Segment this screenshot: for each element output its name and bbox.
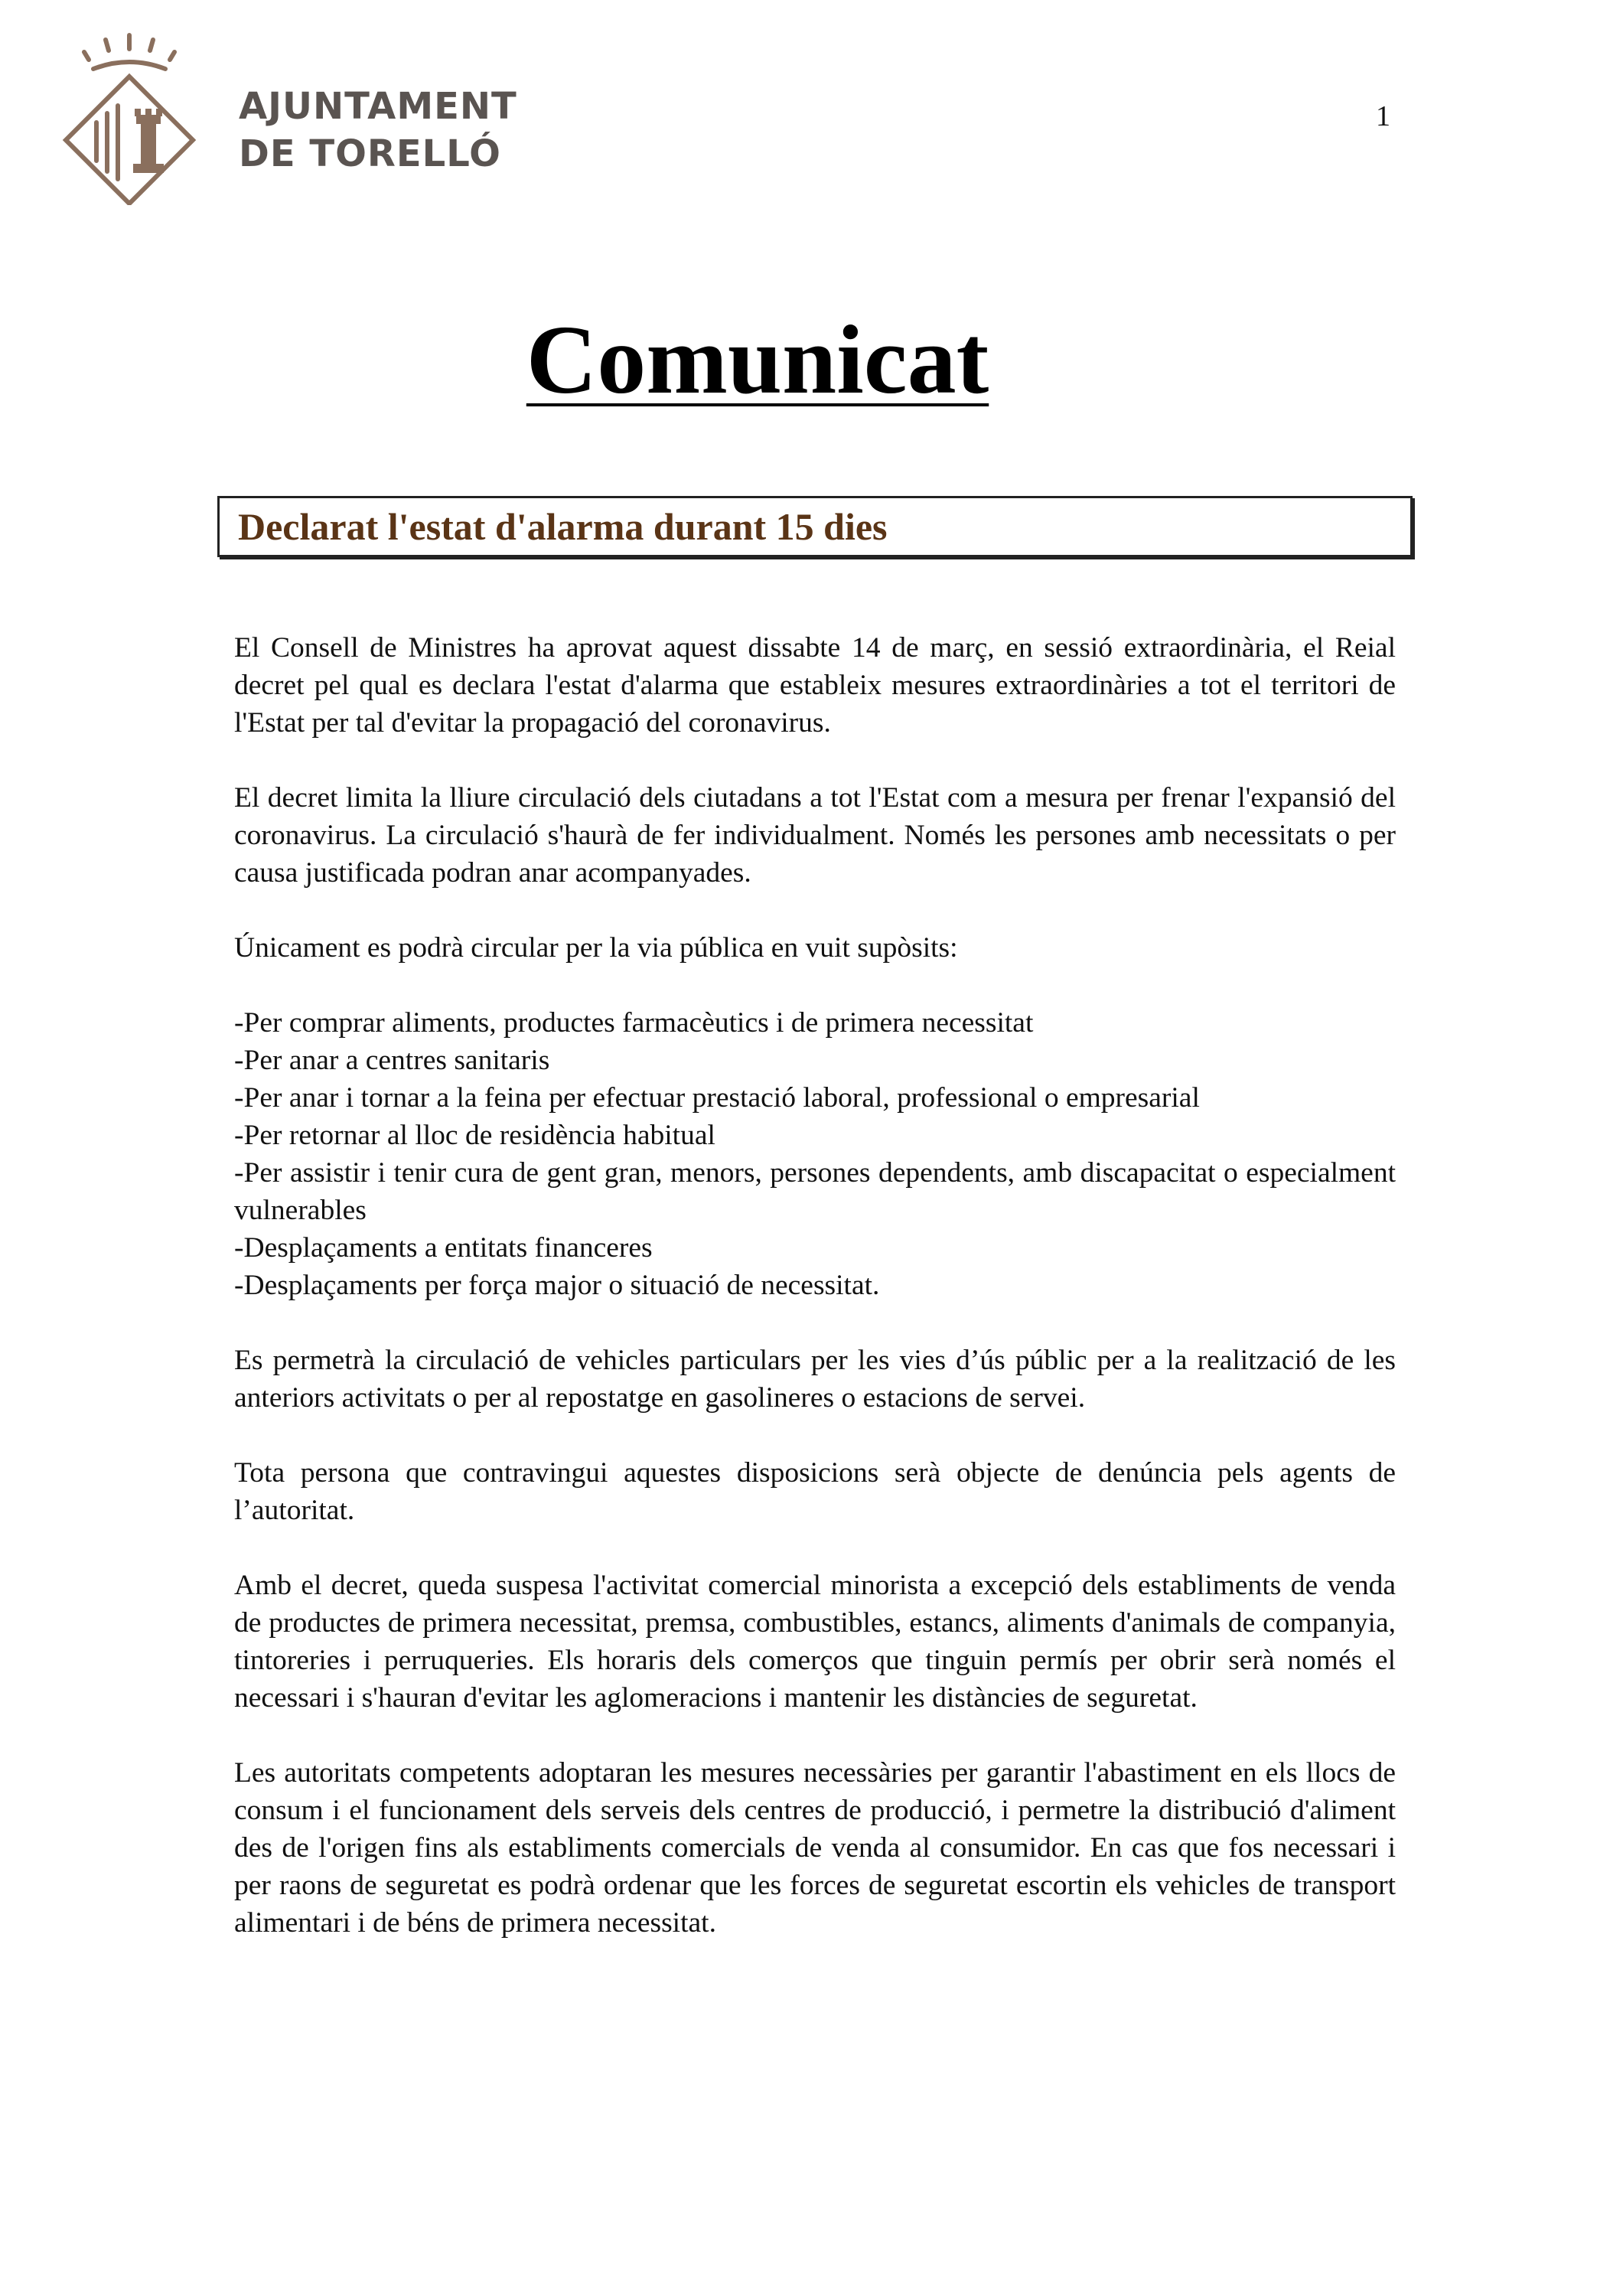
allowed-cases-list: [234, 1004, 1396, 1304]
subtitle-box: [217, 496, 1413, 557]
paragraph: Tota persona que contravingui aquestes disposicions serà objecte de denúncia pels agents de l’autoritat.: [234, 1457, 1396, 1526]
list-item: -Per retornar al lloc de residència habitual: [234, 1120, 715, 1151]
coat-of-arms-icon: [49, 29, 210, 205]
subtitle: Declarat l'estat d'alarma durant 15 dies: [238, 505, 888, 548]
paragraph: Es permetrà la circulació de vehicles particulars per les vies d’ús públic per a la realització de les anteriors activitats o per al repostatge en gasolineres o estacions de servei.: [234, 1345, 1396, 1414]
list-item: -Desplaçaments per força major o situació de necessitat.: [234, 1270, 880, 1301]
brand-line-2: DE TORELLÓ: [239, 132, 501, 175]
page-number: 1: [1376, 100, 1390, 132]
page-title-text: Comunicat: [526, 305, 989, 414]
list-item: -Per anar a centres sanitaris: [234, 1045, 550, 1076]
brand-line-1: AJUNTAMENT: [239, 85, 517, 128]
paragraph: El decret limita la lliure circulació dels ciutadans a tot l'Estat com a mesura per frenar l'expansió del coronavirus. La circulació s'haurà de fer individualment. Només les persones amb necessitats o per causa justificada podran anar acompanyades.: [234, 782, 1396, 889]
document-body: [234, 629, 1396, 1942]
paragraph: Les autoritats competents adoptaran les mesures necessàries per garantir l'abastiment en els llocs de consum i el funcionament dels serveis dels centres de producció, i permetre la distribució d'aliment des de l'origen fins als establiments comercials de venda al consumidor. En cas que fos necessari i per raons de seguretat es podrà ordenar que les forces de seguretat escortin els vehicles de transport alimentari i de béns de primera necessitat.: [234, 1757, 1396, 1939]
list-item: -Desplaçaments a entitats financeres: [234, 1232, 653, 1264]
list-item: -Per comprar aliments, productes farmacèutics i de primera necessitat: [234, 1007, 1034, 1039]
paragraph: Únicament es podrà circular per la via pública en vuit supòsits:: [234, 932, 958, 964]
list-item: -Per assistir i tenir cura de gent gran, menors, persones dependents, amb discapacitat o especialment vulnerables: [234, 1157, 1396, 1226]
paragraph: El Consell de Ministres ha aprovat aquest dissabte 14 de març, en sessió extraordinària, el Reial decret pel qual es declara l'estat d'alarma que estableix mesures extraordinàries a tot el territori de l'Estat per tal d'evitar la propagació del coronavirus.: [234, 632, 1396, 739]
paragraph: Amb el decret, queda suspesa l'activitat comercial minorista a excepció dels establiments de venda de productes de primera necessitat, premsa, combustibles, estancs, aliments d'animals de companyia, tintoreries i perruqueries. Els horaris dels comerços que tinguin permís per obrir serà només el necessari i s'hauran d'evitar les aglomeracions i mantenir les distàncies de seguretat.: [234, 1570, 1396, 1714]
list-item: -Per anar i tornar a la feina per efectuar prestació laboral, professional o empresarial: [234, 1082, 1200, 1114]
municipality-name: [239, 83, 517, 178]
page-title: [0, 302, 1515, 417]
